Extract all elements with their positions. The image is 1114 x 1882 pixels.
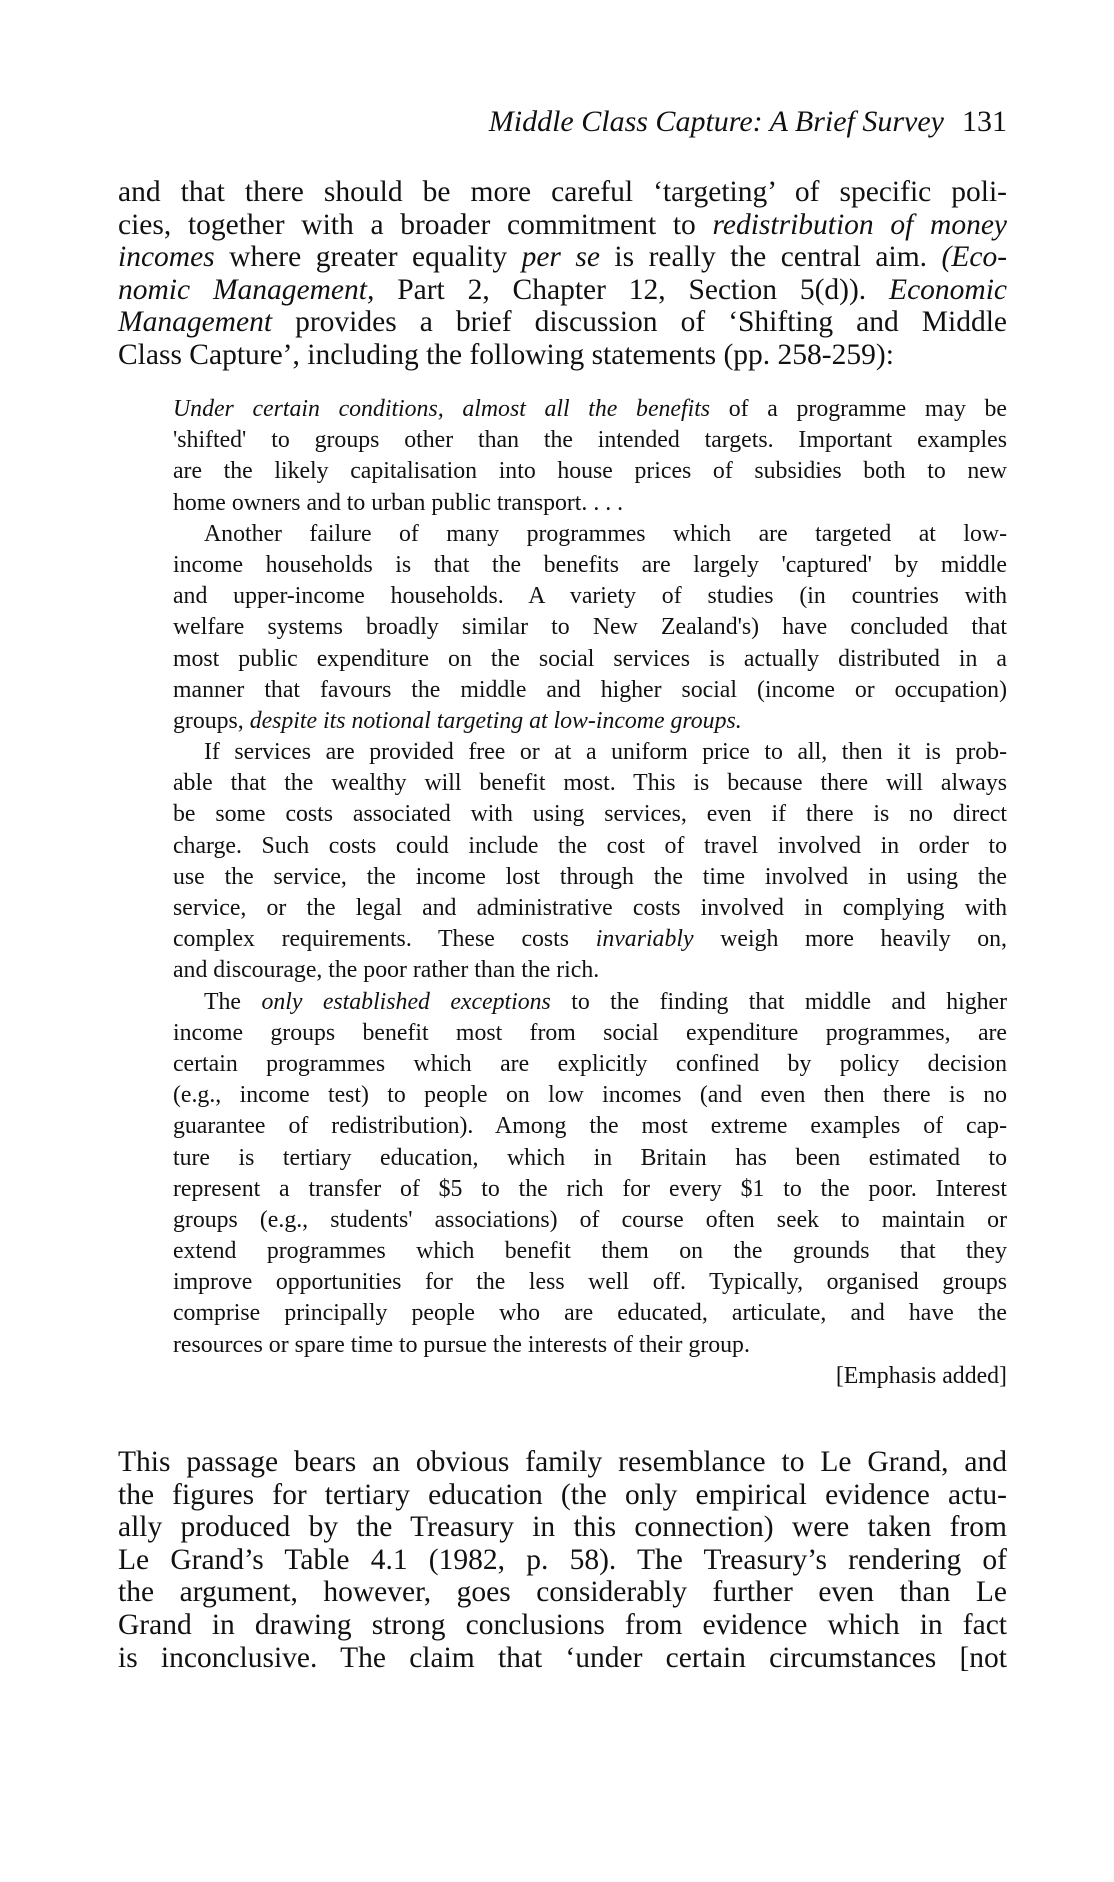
emphasis-text: nomic Management, (118, 273, 375, 306)
emphasis-text: incomes (118, 241, 215, 274)
quote-line: Another failure of many programmes which are targeted at low- (204, 520, 1007, 547)
quote-line: be some costs associated with using services, even if there is no direct (173, 801, 1007, 828)
quote-line: most public expenditure on the social services is actually distributed in a (173, 645, 1007, 672)
quote-line: and discourage, the poor rather than the rich. (173, 957, 600, 984)
quote-line: (e.g., income test) to people on low incomes (and even then there is no (173, 1082, 1007, 1109)
body-paragraph-2 (118, 1446, 1007, 1674)
text-line (118, 306, 1007, 339)
text-run: weigh more heavily on, (720, 926, 1007, 953)
text-run: of a programme may be (728, 396, 1007, 422)
text-run: groups, (173, 707, 244, 734)
quote-line: income groups benefit most from social expenditure programmes, are (173, 1019, 1007, 1046)
quote-line: ture is tertiary education, which in Britain has been estimated to (173, 1144, 1007, 1171)
text-line: is inconclusive. The claim that ‘under certain circumstances [not (118, 1641, 1007, 1674)
text-run: Part 2, Chapter 12, Section 5(d)). (397, 273, 867, 306)
emphasis-text: redistribution of money (712, 208, 1008, 241)
quote-line: and upper-income households. A variety of studies (in countries with (173, 583, 1007, 610)
emphasis-text: despite its notional targeting at low-income groups. (249, 707, 742, 734)
text-line: the figures for tertiary education (the only empirical evidence actu- (118, 1478, 1007, 1511)
quote-line: If services are provided free or at a uniform price to all, then it is prob- (204, 739, 1007, 766)
emphasis-text: invariably (595, 926, 694, 953)
text-line: ally produced by the Treasury in this connection) were taken from (118, 1511, 1007, 1544)
emphasis-text: per se (521, 241, 600, 274)
quote-line: resources or spare time to pursue the interests of their group. (173, 1331, 750, 1358)
quote-line: welfare systems broadly similar to New Zealand's) have concluded that (173, 614, 1007, 641)
quote-line: groups (e.g., students' associations) of course often seek to maintain or (173, 1206, 1007, 1233)
quote-line: extend programmes which benefit them on the grounds that they (173, 1238, 1007, 1265)
text-run: is really the central aim. (614, 241, 928, 274)
quote-line: represent a transfer of $5 to the rich for every $1 to the poor. Interest (173, 1175, 1007, 1202)
text-line: and that there should be more careful ‘targeting’ of specific poli- (118, 176, 1007, 208)
quote-line: guarantee of redistribution). Among the most extreme examples of cap- (173, 1113, 1007, 1140)
quote-line: improve opportunities for the less well off. Typically, organised groups (173, 1269, 1007, 1296)
running-title: Middle Class Capture: A Brief Survey (488, 105, 944, 138)
text-run: complex requirements. These costs (173, 926, 570, 953)
emphasis-text: only established exceptions (261, 988, 551, 1015)
text-line: This passage bears an obvious family resemblance to Le Grand, and (118, 1446, 1007, 1478)
block-quote (173, 394, 1007, 1392)
text-line: Grand in drawing strong conclusions from evidence which in fact (118, 1608, 1007, 1641)
quote-line: able that the wealthy will benefit most. This is because there will always (173, 770, 1007, 797)
text-run: provides a brief discussion of ‘Shifting and Middle (295, 306, 1008, 339)
text-run: The (204, 988, 241, 1015)
running-header (118, 102, 1007, 142)
quote-line (173, 987, 1007, 1018)
text-line: the argument, however, goes considerably further even than Le (118, 1576, 1007, 1609)
quote-line: income households is that the benefits are largely 'captured' by middle (173, 551, 1007, 578)
quote-line: charge. Such costs could include the cost of travel involved in order to (173, 832, 1007, 859)
text-line: Le Grand’s Table 4.1 (1982, p. 58). The Treasury’s rendering of (118, 1543, 1007, 1576)
quote-line: manner that favours the middle and higher social (income or occupation) (173, 676, 1007, 703)
emphasis-text: (Eco- (941, 241, 1008, 274)
quote-line (173, 706, 1007, 737)
quote-line: certain programmes which are explicitly confined by policy decision (173, 1050, 1007, 1077)
quote-line: 'shifted' to groups other than the intended targets. Important examples (173, 427, 1007, 454)
body-paragraph-1 (118, 176, 1007, 372)
quote-line: service, or the legal and administrative costs involved in complying with (173, 895, 1007, 921)
text-line (118, 241, 1007, 274)
quote-line: comprise principally people who are educated, articulate, and have the (173, 1300, 1007, 1327)
quote-line: use the service, the income lost through the time involved in using the (173, 863, 1007, 890)
quote-line (173, 924, 1007, 955)
text-run: cies, together with a broader commitment to (118, 208, 696, 241)
text-line (118, 274, 1007, 307)
text-run: where greater equality (229, 241, 508, 274)
quote-line: are the likely capitalisation into house prices of subsidies both to new (173, 458, 1007, 485)
text-line: Class Capture’, including the following statements (pp. 258-259): (118, 338, 894, 371)
emphasis-text: Management (118, 306, 273, 339)
page-number: 131 (962, 105, 1007, 138)
quote-line: home owners and to urban public transport. . . . (173, 489, 624, 516)
text-line (118, 209, 1007, 242)
emphasis-text: Under certain conditions, almost all the benefits (173, 396, 711, 422)
quote-line (173, 394, 1007, 425)
emphasis-note: [Emphasis added] (835, 1362, 1007, 1389)
text-run: to the finding that middle and higher (571, 988, 1008, 1015)
emphasis-text: Economic (889, 273, 1008, 306)
